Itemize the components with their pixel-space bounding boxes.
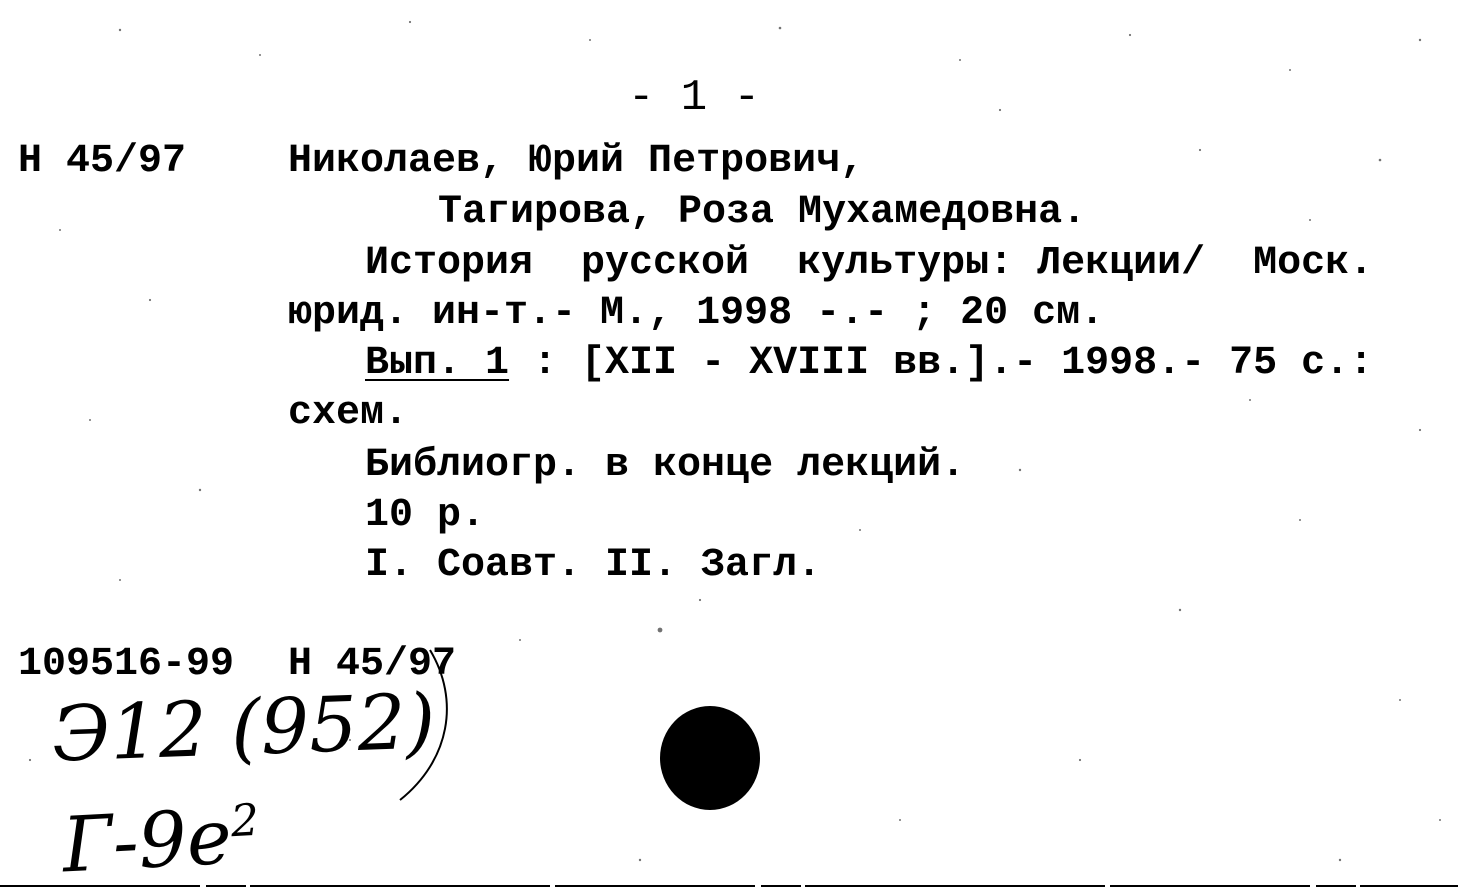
bibliography-note: Библиогр. в конце лекций.: [365, 443, 966, 488]
coauthor-line: Тагирова, Роза Мухамедовна.: [438, 190, 1087, 235]
shelf-mark-bottom: Н 45/97: [288, 642, 457, 687]
price: 10 р.: [365, 493, 486, 538]
handwritten-classification: Э12 (952): [50, 676, 437, 779]
author-line: Николаев, Юрий Петрович,: [288, 139, 865, 184]
issue-label: Вып. 1: [365, 341, 510, 386]
accession-number: 109516-99: [18, 642, 235, 687]
page-number: - 1 -: [628, 73, 761, 123]
author-mark-superscript: 2: [229, 794, 261, 848]
tracings: I. Соавт. II. Загл.: [365, 543, 822, 588]
title-line-2: юрид. ин-т.- М., 1998 -.- ; 20 см.: [288, 291, 1105, 336]
issue-line-2: схем.: [288, 391, 409, 436]
title-line-1: История русской культуры: Лекции/ Моск.: [365, 241, 1374, 286]
author-mark-text: Г-9е: [60, 791, 234, 890]
issue-line-rest: : [XII - XVIII вв.].- 1998.- 75 с.:: [509, 341, 1374, 386]
shelf-mark: Н 45/97: [18, 139, 187, 184]
